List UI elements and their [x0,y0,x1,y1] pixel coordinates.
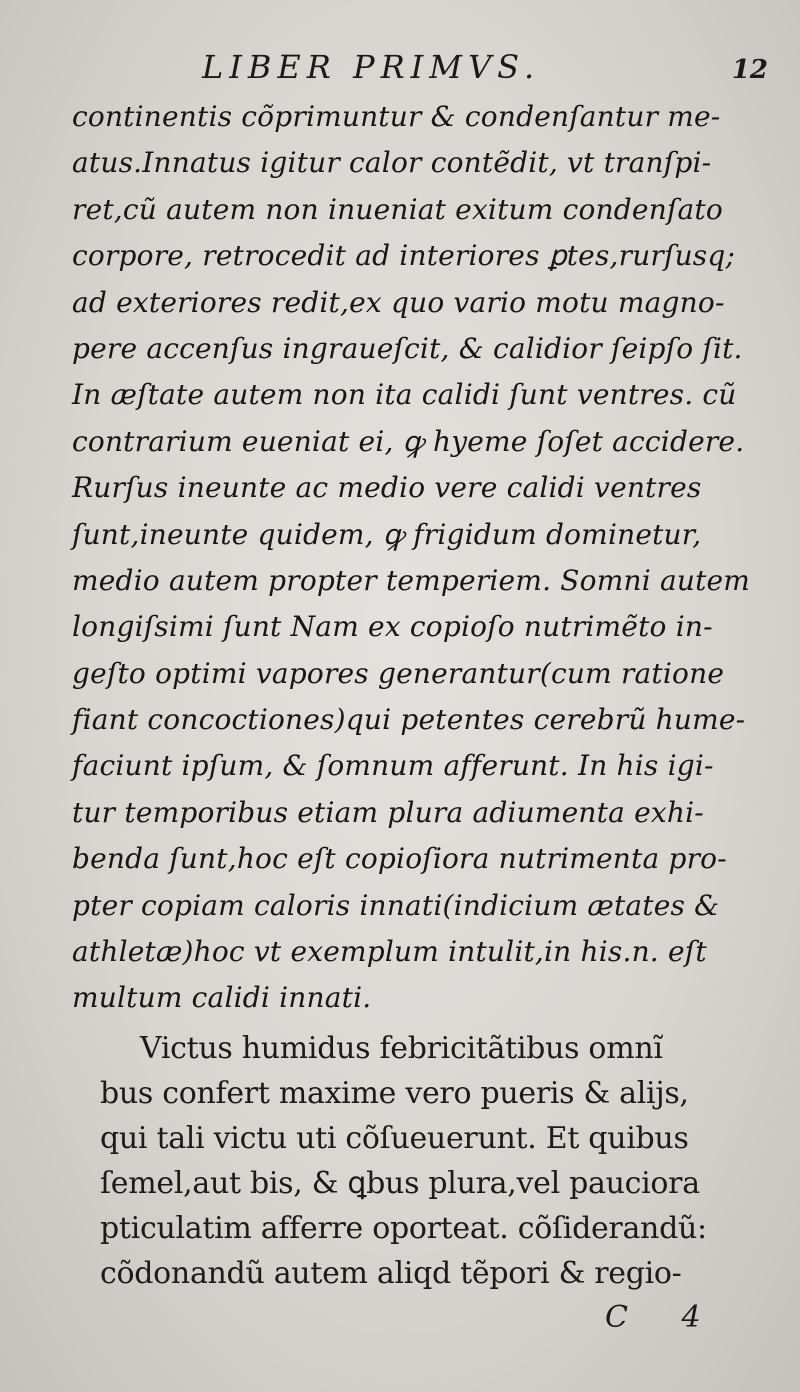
text-line: multum calidi innati. [72,981,372,1015]
text-line: pticulatim afferre oporteat. cõſiderandũ: [100,1210,707,1246]
text-line: tur temporibus etiam plura adiumenta exhi- [72,795,704,829]
text-line: In æſtate autem non ita calidi ſunt ventres. cũ [72,378,737,412]
text-line: ad exteriores redit,ex quo vario motu magno- [72,285,725,319]
page-number: 12 [731,55,768,85]
text-line: ſunt,ineunte quidem, ꝙ frigidum dominetur, [72,517,702,551]
roman-text-block [72,1026,782,1296]
text-line: faciunt ipſum, & ſomnum afferunt. In his igi- [72,749,714,783]
text-line: geſto optimi vapores generantur(cum ratione [72,656,725,690]
text-line: longiſsimi ſunt Nam ex copioſo nutrimẽto in- [72,610,713,644]
text-line: pter copiam caloris innati(indicium ætates & [72,888,720,922]
running-head [202,48,768,94]
text-line: bus confert maxime vero pueris & alijs, [100,1075,689,1111]
running-head-title: LIBER PRIMVS. [202,48,541,86]
text-line: Rurſus ineunte ac medio vere calidi ventres [72,471,702,505]
signature-mark: C 4 [605,1300,723,1335]
italic-text-block [72,94,782,1022]
text-line: qui tali victu uti cõſueuerunt. Et quibus [100,1120,689,1156]
text-line: ret,cũ autem non inueniat exitum condenſato [72,192,723,226]
text-line: pere accenſus ingraueſcit, & calidior ſeipſo ſit. [72,331,743,365]
text-line: corpore, retrocedit ad interiores ꝑtes,rurſusq; [72,239,736,273]
text-line: fiant concoctiones)qui petentes cerebrũ hume- [72,703,746,737]
text-line: atus.Innatus igitur calor contẽdit, vt tranſpi- [72,146,712,180]
text-line: ſemel,aut bis, & ꝗbus plura,vel pauciora [100,1165,700,1201]
text-line: Victus humidus febricitãtibus omnĩ [140,1030,663,1066]
text-line: medio autem propter temperiem. Somni autem [72,563,751,597]
text-line: athletæ)hoc vt exemplum intulit,in his.n. eſt [72,935,707,969]
text-line: contrarium eueniat ei, ꝙ hyeme ſoſet accidere. [72,424,745,458]
text-line: continentis cõprimuntur & condenſantur me- [72,100,721,133]
text-line: cõdonandũ autem aliqd tẽpori & regio- [100,1255,682,1291]
text-line: benda ſunt,hoc eſt copioſiora nutrimenta pro- [72,842,727,876]
